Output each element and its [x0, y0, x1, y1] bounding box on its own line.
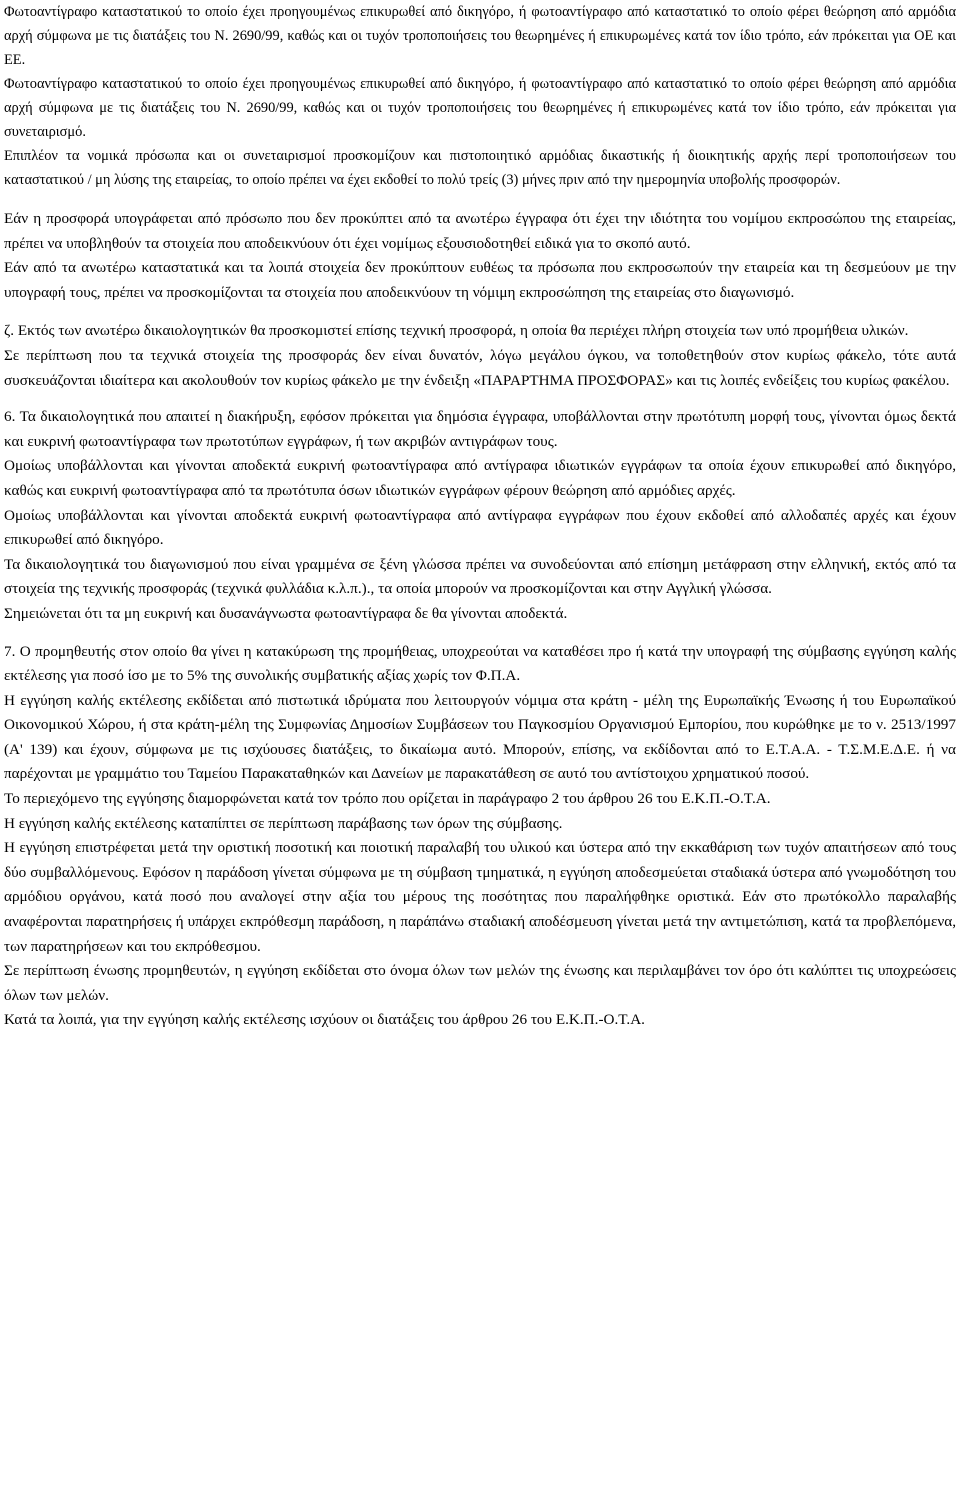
paragraph-7-issuers: Η εγγύηση καλής εκτέλεσης εκδίδεται από πιστωτικά ιδρύματα που λειτουργούν νόμιμα στα κράτη - μέλη της Ευρωπαϊκής Ένωσης ή του Ευρωπαϊκού Οικονομικού Χώρου, ή στα κράτη-μέλη της Συμφωνίας Δημοσίων Συμβάσεων του Παγκοσμίου Οργανισμού Εμπορίου, που κυρώθηκε με το ν. 2513/1997 (Α' 139) και έχουν, σύμφωνα με τις ισχύουσες διατάξεις, το δικαίωμα αυτό. Μπορούν, επίσης, να εκδίδονται από το Ε.Τ.Α.Α. - Τ.Σ.Μ.Ε.Δ.Ε. ή να παρέχονται με γραμμάτιο του Ταμείου Παρακαταθηκών και Δανείων με παρακατάθεση σε αυτό του αντίστοιχου χρηματικού ποσού. — [4, 691, 956, 783]
paragraph-6-translation: Τα δικαιολογητικά του διαγωνισμού που είναι γραμμένα σε ξένη γλώσσα πρέπει να συνοδεύονται από επίσημη μετάφραση στην ελληνική, εκτός από τα στοιχεία της τεχνικής προσφοράς (τεχνικά φυλλάδια κ.λ.π.)., τα οποία μπορούν να προσκομίζονται και στην Αγγλική γλώσσα. — [4, 555, 956, 598]
paragraph-6-illegible: Σημειώνεται ότι τα μη ευκρινή και δυσανάγνωστα φωτοαντίγραφα δε θα γίνονται αποδεκτά. — [4, 604, 568, 622]
paragraph-7-return: Η εγγύηση επιστρέφεται μετά την οριστική ποσοτική και ποιοτική παραλαβή του υλικού και ύστερα από την εκκαθάριση των τυχόν απαιτήσεων από τους δύο συμβαλλόμενους. Εφόσον η παράδοση γίνεται σύμφωνα με τη σύμβαση τμηματικά, η εγγύηση αποδεσμεύεται σταδιακά ύστερα από γνωμοδότηση του αρμόδιου οργάνου, κατά ποσό που αναλογεί στην αξία του μέρους της ποσότητας που παραλήφθηκε οριστικά. Εάν στο πρωτόκολλο παραλαβής αναφέρονται παρατηρήσεις ή υπάρχει εκπρόθεσμη παράδοση, η παράπάνω σταδιακή αποδέσμευση γίνεται μετά την αντιμετώπιση, κατά τα προβλεπόμενα, των παρατηρήσεων και του εκπρόθεσμου. — [4, 839, 956, 955]
spacer — [4, 305, 956, 319]
paragraph-articles-oe-ee: Φωτοαντίγραφο καταστατικού το οποίο έχει προηγουμένως επικυρωθεί από δικηγόρο, ή φωτοαντίγραφο από καταστατικό το οποίο φέρει θεώρηση από αρμόδια αρχή σύμφωνα με τις διατάξεις του Ν. 2690/99, καθώς και οι τυχόν τροποποιήσεις του θεωρημένες ή επικυρωμένες κατά τον ίδιο τρόπο, εάν πρόκειται για ΟΕ και ΕΕ. — [4, 4, 956, 68]
section-representation — [4, 207, 956, 305]
spacer — [4, 393, 956, 405]
paragraph-7-consortium: Σε περίπτωση ένωσης προμηθευτών, η εγγύηση εκδίδεται στο όνομα όλων των μελών της ένωσης και περιλαμβάνει τον όρο ότι καλύπτει τις υποχρεώσεις όλων των μελών. — [4, 962, 956, 1004]
spacer — [4, 192, 956, 207]
paragraph-6-foreign-authorities: Ομοίως υποβάλλονται και γίνονται αποδεκτά ευκρινή φωτοαντίγραφα από αντίγραφα εγγράφων που έχουν εκδοθεί από αλλοδαπές αρχές και έχουν επικυρωθεί από δικηγόρο. — [4, 506, 956, 549]
paragraph-7-forfeiture: Η εγγύηση καλής εκτέλεσης καταπίπτει σε περίπτωση παράβασης των όρων της σύμβασης. — [4, 814, 563, 832]
paragraph-certificate-amendments: Επιπλέον τα νομικά πρόσωπα και οι συνεταιρισμοί προσκομίζουν και πιστοποιητικό αρμόδιας δικαστικής ή διοικητικής αρχής περί τροποποιήσεων του καταστατικού / μη λύσης της εταιρείας, το οποίο πρέπει να έχει εκδοθεί το πολύ τρείς (3) μήνες πριν από την ημερομηνία υποβολής προσφορών. — [4, 148, 956, 188]
section-7-performance-guarantee — [4, 640, 956, 1034]
paragraph-authorization: Εάν η προσφορά υπογράφεται από πρόσωπο που δεν προκύπτει από τα ανωτέρω έγγραφα ότι έχει την ιδιότητα του νομίμου εκπροσώπου της εταιρείας, πρέπει να υποβληθούν τα στοιχεία που αποδεικνύουν ότι έχει νομίμως εξουσιοδοτηθεί ειδικά για το σκοπό αυτό. — [4, 210, 956, 252]
paragraph-7-guarantee: 7. Ο προμηθευτής στον οποίο θα γίνει η κατακύρωση της προμήθειας, υποχρεούται να καταθέσει προ ή κατά την υπογραφή της σύμβασης εγγύηση καλής εκτέλεσης για ποσό ίσο με το 5% της συνολικής συμβατικής αξίας χωρίς τον Φ.Π.Α. — [4, 642, 956, 685]
paragraph-legal-representation: Εάν από τα ανωτέρω καταστατικά και τα λοιπά στοιχεία δεν προκύπτουν ευθέως τα πρόσωπα που εκπροσωπούν την εταιρεία και τη δεσμεύουν με την υπογραφή τους, πρέπει να προσκομίζονται τα στοιχεία που αποδεικνύουν τη νόμιμη εκπροσώπηση της εταιρείας στο διαγωνισμό. — [4, 259, 956, 301]
paragraph-offer-annex: Σε περίπτωση που τα τεχνικά στοιχεία της προσφοράς δεν είναι δυνατόν, λόγω μεγάλου όγκου, να τοποθετηθούν στον κυρίως φάκελο, τότε αυτά συσκευάζονται ιδιαίτερα και ακολουθούν τον κυρίως φάκελο με την ένδειξη «ΠΑΡΑΡΤΗΜΑ ΠΡΟΣΦΟΡΑΣ» και τις λοιπές ενδείξεις του κυρίως φακέλου. — [4, 346, 956, 389]
section-6-documents — [4, 405, 956, 626]
paragraph-7-content: Το περιεχόμενο της εγγύησης διαμορφώνεται κατά τον τρόπο που ορίζεται in παράγραφο 2 του άρθρου 26 του Ε.Κ.Π.-Ο.Τ.Α. — [4, 790, 771, 808]
paragraph-technical-offer: ζ. Εκτός των ανωτέρω δικαιολογητικών θα προσκομιστεί επίσης τεχνική προσφορά, η οποία θα περιέχει πλήρη στοιχεία των υπό προμήθεια υλικών. — [4, 322, 909, 340]
paragraph-articles-cooperative: Φωτοαντίγραφο καταστατικού το οποίο έχει προηγουμένως επικυρωθεί από δικηγόρο, ή φωτοαντίγραφο από καταστατικό το οποίο φέρει θεώρηση από αρμόδια αρχή σύμφωνα με τις διατάξεις του Ν. 2690/99, καθώς και οι τυχόν τροποποιήσεις του θεωρημένες ή επικυρωμένες κατά τον ίδιο τρόπο, εάν πρόκειται για συνεταιρισμό. — [4, 76, 956, 140]
spacer — [4, 627, 956, 640]
paragraph-6-private-documents: Ομοίως υποβάλλονται και γίνονται αποδεκτά ευκρινή φωτοαντίγραφα από αντίγραφα ιδιωτικών εγγράφων τα οποία έχουν επικυρωθεί από δικηγόρο, καθώς και ευκρινή φωτοαντίγραφα από τα πρωτότυπα όσων ιδιωτικών εγγράφων φέρουν θεώρηση από αρμόδιες αρχές. — [4, 457, 956, 499]
paragraph-6-originals: 6. Τα δικαιολογητικά που απαιτεί η διακήρυξη, εφόσον πρόκειται για δημόσια έγγραφα, υποβάλλονται στην πρωτότυπη μορφή τους, γίνονται όμως δεκτά και ευκρινή φωτοαντίγραφα των πρωτοτύπων εγγράφων, ή των ακριβών αντιγράφων τους. — [4, 408, 956, 450]
section-technical-offer — [4, 319, 956, 393]
section-articles-of-association — [4, 0, 956, 192]
paragraph-7-other-provisions: Κατά τα λοιπά, για την εγγύηση καλής εκτέλεσης ισχύουν οι διατάξεις του άρθρου 26 του Ε.Κ.Π.-Ο.Τ.Α. — [4, 1011, 645, 1029]
